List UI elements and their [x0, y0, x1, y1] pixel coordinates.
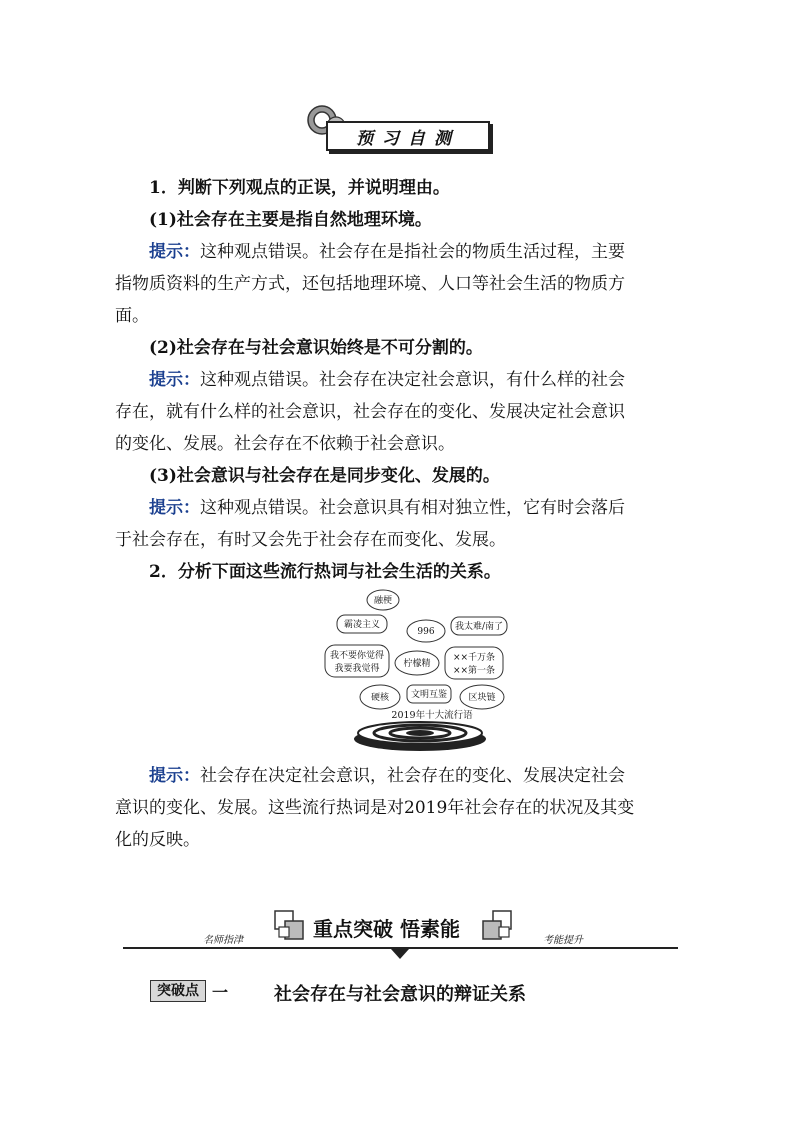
- question-1: [115, 172, 685, 588]
- hint-label: 提示：: [149, 370, 200, 390]
- badge-title: 预习自测: [356, 128, 460, 149]
- section-2-header: [123, 905, 678, 960]
- word-bubble: 996: [417, 627, 435, 637]
- hint-text: 这种观点错误。社会存在是指社会的物质生活过程，主要: [200, 242, 625, 262]
- statement-2: (2)社会存在与社会意识始终是不可分割的。: [149, 338, 483, 358]
- hint-text: 这种观点错误。社会意识具有相对独立性，它有时会落后: [200, 498, 625, 518]
- q2-hint-line-2: 意识的变化、发展。这些流行热词是对2019年社会存在的状况及其变: [115, 798, 635, 818]
- word-bubble: 硬核: [370, 693, 390, 703]
- question-1-stem: 1．判断下列观点的正误，并说明理由。: [149, 178, 450, 198]
- hint-2-line-2: 存在，就有什么样的社会意识，社会存在的变化、发展决定社会意识: [115, 402, 625, 422]
- section-badge: [306, 104, 491, 152]
- q2-hint-line-3: 化的反映。: [115, 830, 200, 850]
- breakthrough-tab: [150, 980, 228, 1002]
- word-bubble: 区块链: [468, 693, 496, 703]
- q2-hint-line-1: [115, 760, 685, 792]
- hint-1-line-3: 面。: [115, 306, 149, 326]
- tab-label: 突破点: [150, 980, 206, 1002]
- hint-1-line-1: [115, 236, 685, 268]
- word-bubble-line: ××第一条: [452, 666, 496, 676]
- word-bubble: 文明互鉴: [410, 690, 448, 700]
- word-bubble: 柠檬精: [403, 659, 431, 669]
- hint-label: 提示：: [149, 242, 200, 262]
- section-2-title: 重点突破 悟素能: [313, 917, 460, 941]
- squares-left-icon: [273, 909, 307, 943]
- hint-text: 社会存在决定社会意识，社会存在的变化、发展决定社会: [200, 766, 625, 786]
- hint-label: 提示：: [149, 766, 200, 786]
- word-bubble-line: 我不要你觉得: [329, 651, 385, 661]
- tab-number: 一: [212, 982, 229, 1002]
- hint-2-line-3: 的变化、发展。社会存在不依赖于社会意识。: [115, 434, 455, 454]
- left-subtitle: 名师指津: [203, 935, 243, 946]
- section-heading: 社会存在与社会意识的辩证关系: [274, 984, 526, 1005]
- hint-label: 提示：: [149, 498, 200, 518]
- question-2-stem: 2．分析下面这些流行热词与社会生活的关系。: [149, 562, 501, 582]
- statement-3: (3)社会意识与社会存在是同步变化、发展的。: [149, 466, 500, 486]
- pointer-triangle-icon: [391, 949, 409, 959]
- hint-3-line-1: [115, 492, 685, 524]
- word-bubble: 融梗: [373, 596, 393, 606]
- figure-base-label: 2019年十大流行语: [391, 710, 473, 721]
- spiral-base-icon: [354, 722, 486, 751]
- statement-1: (1)社会存在主要是指自然地理环境。: [149, 210, 432, 230]
- badge-box: [326, 121, 490, 151]
- word-bubble: 霸凌主义: [343, 620, 381, 630]
- hint-1-line-2: 指物质资料的生产方式，还包括地理环境、人口等社会生活的物质方: [115, 274, 625, 294]
- right-subtitle: 考能提升: [543, 935, 583, 946]
- word-bubble-line: ××千万条: [452, 653, 496, 663]
- word-bubble: 我太难/南了: [454, 622, 504, 632]
- squares-right-icon: [481, 909, 515, 943]
- question-2-hint: [115, 760, 685, 856]
- popular-words-figure: [320, 587, 510, 757]
- hint-text: 这种观点错误。社会存在决定社会意识，有什么样的社会: [200, 370, 625, 390]
- hint-3-line-2: 于社会存在，有时又会先于社会存在而变化、发展。: [115, 530, 506, 550]
- word-bubble-line: 我要我觉得: [334, 664, 380, 674]
- hint-2-line-1: [115, 364, 685, 396]
